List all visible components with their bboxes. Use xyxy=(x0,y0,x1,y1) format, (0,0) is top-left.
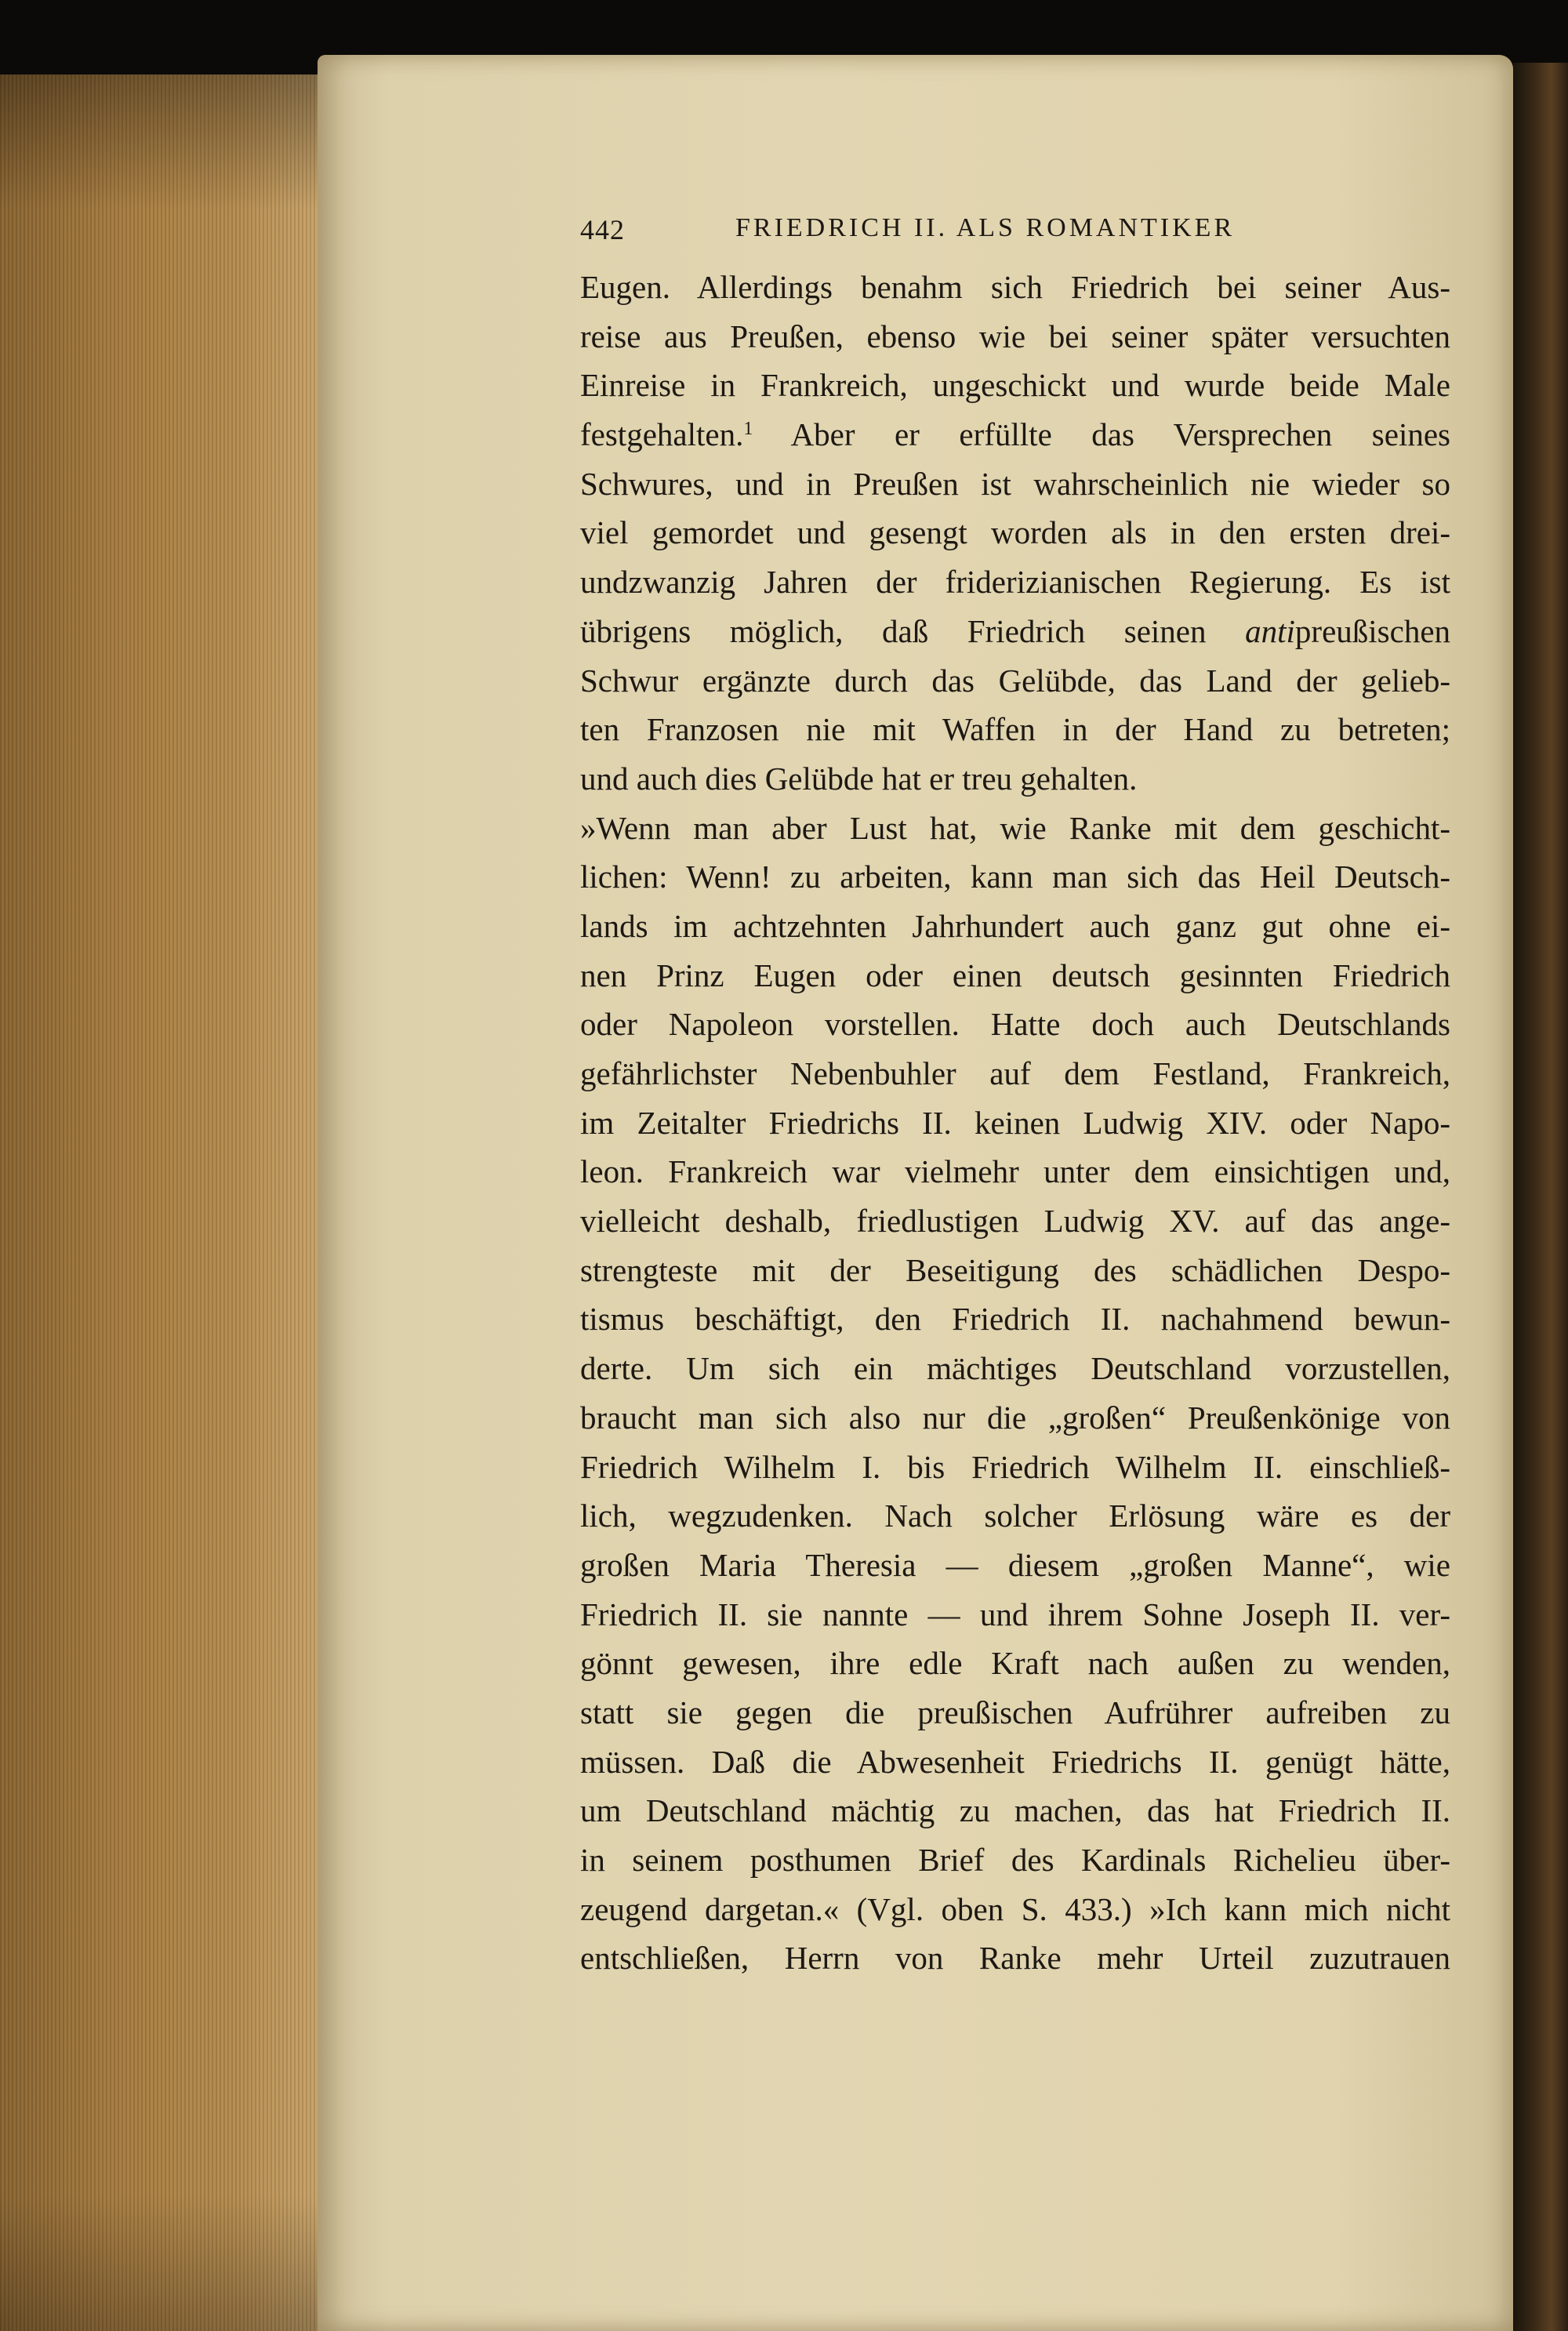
text-segment: preußischen xyxy=(1294,612,1451,649)
text-line: nen Prinz Eugen oder einen deutsch gesinnten Friedrich xyxy=(580,957,1450,993)
text-line: derte. Um sich ein mächtiges Deutschland vorzustellen, xyxy=(580,1350,1450,1387)
page-number: 442 xyxy=(580,214,625,245)
text-line: leon. Frankreich war vielmehr unter dem einsichtigen und, xyxy=(580,1153,1450,1190)
text-line: strengteste mit der Beseitigung des schädlichen Despo- xyxy=(580,1251,1450,1288)
text-segment: übrigens möglich, daß Friedrich seinen xyxy=(580,612,1207,649)
body-text xyxy=(580,263,1450,1983)
text-segment: Aber er erfüllte das Versprechen seines xyxy=(790,416,1450,453)
footnote-mark: 1 xyxy=(743,419,753,440)
text-line: großen Maria Theresia — diesem „großen Manne“, wie xyxy=(580,1546,1450,1583)
text-line: gefährlichster Nebenbuhler auf dem Festland, Frankreich, xyxy=(580,1055,1450,1091)
page-edges-shadow xyxy=(0,74,329,2331)
text-line: braucht man sich also nur die „großen“ Preußenkönige von xyxy=(580,1399,1450,1436)
text-line: undzwanzig Jahren der friderizianischen Regierung. Es ist xyxy=(580,564,1450,601)
text-line: gönnt gewesen, ihre edle Kraft nach außen zu wenden, xyxy=(580,1645,1450,1682)
text-line: vielleicht deshalb, friedlustigen Ludwig XV. auf das ange- xyxy=(580,1203,1450,1240)
text-line: lands im achtzehnten Jahrhundert auch ganz gut ohne ei- xyxy=(580,907,1450,944)
text-line: im Zeitalter Friedrichs II. keinen Ludwig XIV. oder Napo- xyxy=(580,1104,1450,1141)
text-line: statt sie gegen die preußischen Aufrührer aufreiben zu xyxy=(580,1694,1450,1730)
text-line: »Wenn man aber Lust hat, wie Ranke mit dem geschicht- xyxy=(580,809,1450,846)
text-line: lich, wegzudenken. Nach solcher Erlösung wäre es der xyxy=(580,1498,1450,1534)
text-line: Einreise in Frankreich, ungeschickt und wurde beide Male xyxy=(580,367,1450,404)
right-page-edge xyxy=(1513,63,1568,2331)
text-line: müssen. Daß die Abwesenheit Friedrichs II. genügt hätte, xyxy=(580,1743,1450,1780)
text-line: um Deutschland mächtig zu machen, das hat Friedrich II. xyxy=(580,1792,1450,1829)
text-line: reise aus Preußen, ebenso wie bei seiner später versuchten xyxy=(580,318,1450,354)
text-line: Schwures, und in Preußen ist wahrscheinlich nie wieder so xyxy=(580,465,1450,502)
text-segment: festgehalten. xyxy=(580,416,744,453)
running-head: FRIEDRICH II. ALS ROMANTIKER xyxy=(735,213,1236,242)
page-header xyxy=(580,213,1482,252)
text-line: oder Napoleon vorstellen. Hatte doch auch Deutschlands xyxy=(580,1006,1450,1043)
italic-text: anti xyxy=(1245,612,1295,649)
text-line: entschließen, Herrn von Ranke mehr Urteil zuzutrauen xyxy=(580,1940,1450,1977)
text-line: ten Franzosen nie mit Waffen in der Hand zu betreten; xyxy=(580,711,1450,748)
text-line: Schwur ergänzte durch das Gelübde, das Land der gelieb- xyxy=(580,662,1450,699)
text-line: lichen: Wenn! zu arbeiten, kann man sich das Heil Deutsch- xyxy=(580,859,1450,895)
text-line xyxy=(580,607,1450,656)
text-line: Friedrich II. sie nannte — und ihrem Sohne Joseph II. ver- xyxy=(580,1596,1450,1632)
text-line: viel gemordet und gesengt worden als in den ersten drei- xyxy=(580,514,1450,551)
text-line: in seinem posthumen Brief des Kardinals Richelieu über- xyxy=(580,1842,1450,1878)
text-line: zeugend dargetan.« (Vgl. oben S. 433.) »Ich kann mich nicht xyxy=(580,1890,1450,1927)
text-line xyxy=(580,410,1450,459)
text-line: Friedrich Wilhelm I. bis Friedrich Wilhelm II. einschließ- xyxy=(580,1448,1450,1485)
text-line: und auch dies Gelübde hat er treu gehalten. xyxy=(580,760,1138,797)
text-line: Eugen. Allerdings benahm sich Friedrich bei seiner Aus- xyxy=(580,269,1450,305)
text-line: tismus beschäftigt, den Friedrich II. nachahmend bewun- xyxy=(580,1301,1450,1338)
